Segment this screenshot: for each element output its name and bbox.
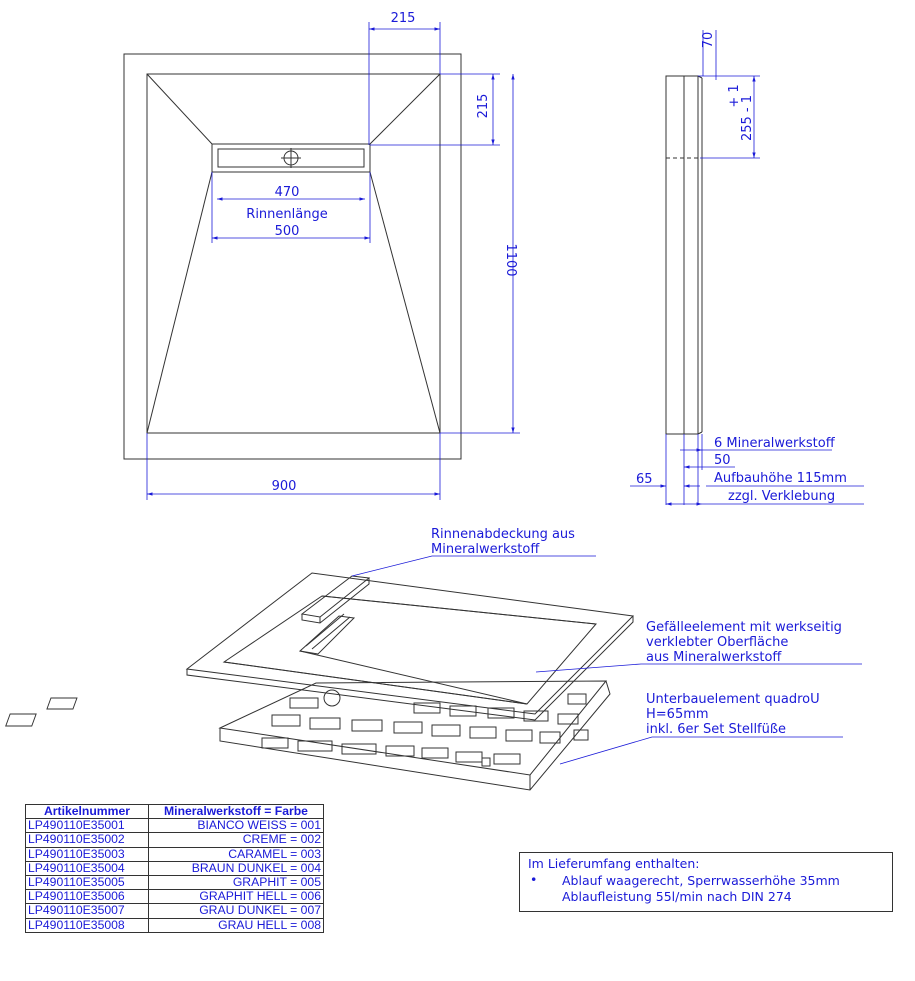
table-header-article: Artikelnummer	[26, 805, 149, 819]
article-number: LP490110E35006	[26, 890, 149, 904]
drain-channel-iso	[300, 616, 354, 654]
callout-slope-line2: verklebter Oberfläche	[646, 635, 789, 650]
callout-base-line1: Unterbauelement quadroU	[646, 692, 820, 707]
table-row	[26, 890, 324, 904]
article-number: LP490110E35008	[26, 918, 149, 932]
callout-slope-line1: Gefälleelement mit werkseitig	[646, 620, 842, 635]
table-row	[26, 819, 324, 833]
material-color: BRAUN DUNKEL = 004	[149, 861, 324, 875]
tray-outer-outline	[124, 54, 461, 459]
note-line2: Ablaufleistung 55l/min nach DIN 274	[562, 889, 792, 904]
table-row	[26, 847, 324, 861]
callout-base-line3: inkl. 6er Set Stellfüße	[646, 722, 787, 737]
dim-215-right: 215	[476, 93, 491, 119]
callout-base-line2: H=65mm	[646, 707, 709, 722]
callout-cover-line2: Mineralwerkstoff	[431, 542, 540, 557]
material-color: GRAPHIT HELL = 006	[149, 890, 324, 904]
article-number: LP490110E35005	[26, 876, 149, 890]
callout-slope-line3: aus Mineralwerkstoff	[646, 650, 782, 665]
note-bullet: •	[530, 872, 538, 887]
base-element	[0, 681, 610, 790]
note-line1: Ablauf waagerecht, Sperrwasserhöhe 35mm	[562, 873, 840, 888]
delivery-note	[519, 852, 893, 912]
article-table	[25, 804, 324, 933]
material-color: CARAMEL = 003	[149, 847, 324, 861]
article-number: LP490110E35001	[26, 819, 149, 833]
material-color: GRAU DUNKEL = 007	[149, 904, 324, 918]
iso-view	[0, 527, 862, 790]
dim-65: 65	[636, 472, 653, 487]
article-number: LP490110E35004	[26, 861, 149, 875]
table-row	[26, 904, 324, 918]
material-color: GRAU HELL = 008	[149, 918, 324, 932]
material-color: CREME = 002	[149, 833, 324, 847]
table-row	[26, 876, 324, 890]
note-title: Im Lieferumfang enthalten:	[528, 856, 700, 871]
dim-900: 900	[271, 479, 297, 494]
material-color: BIANCO WEISS = 001	[149, 819, 324, 833]
dim-1100: 1100	[503, 243, 518, 277]
slope-element	[187, 573, 633, 714]
dim-470: 470	[274, 185, 300, 200]
dim-500: 500	[274, 224, 300, 239]
material-color: GRAPHIT = 005	[149, 876, 324, 890]
dim-50: 50	[714, 453, 731, 468]
dim-tolerance: + 1	[727, 84, 742, 108]
label-rinnenlaenge: Rinnenlänge	[246, 207, 328, 222]
tray-inner-outline	[147, 74, 440, 433]
callout-cover-line1: Rinnenabdeckung aus	[431, 527, 575, 542]
drain-outlet-icon	[281, 148, 301, 168]
table-header-color: Mineralwerkstoff = Farbe	[149, 805, 324, 819]
dim-255: 255 - 1	[740, 94, 755, 142]
label-6-mineralwerkstoff: 6 Mineralwerkstoff	[714, 436, 835, 451]
side-profile	[666, 76, 698, 434]
label-aufbauhoehe: Aufbauhöhe 115mm	[714, 471, 847, 486]
article-number: LP490110E35002	[26, 833, 149, 847]
side-view	[630, 30, 864, 505]
article-number: LP490110E35007	[26, 904, 149, 918]
top-view	[124, 11, 520, 500]
dim-215-top: 215	[390, 11, 416, 26]
dim-70: 70	[701, 31, 716, 49]
table-row	[26, 861, 324, 875]
table-row	[26, 833, 324, 847]
article-number: LP490110E35003	[26, 847, 149, 861]
label-zzgl-verklebung: zzgl. Verklebung	[728, 489, 836, 504]
table-row	[26, 918, 324, 932]
